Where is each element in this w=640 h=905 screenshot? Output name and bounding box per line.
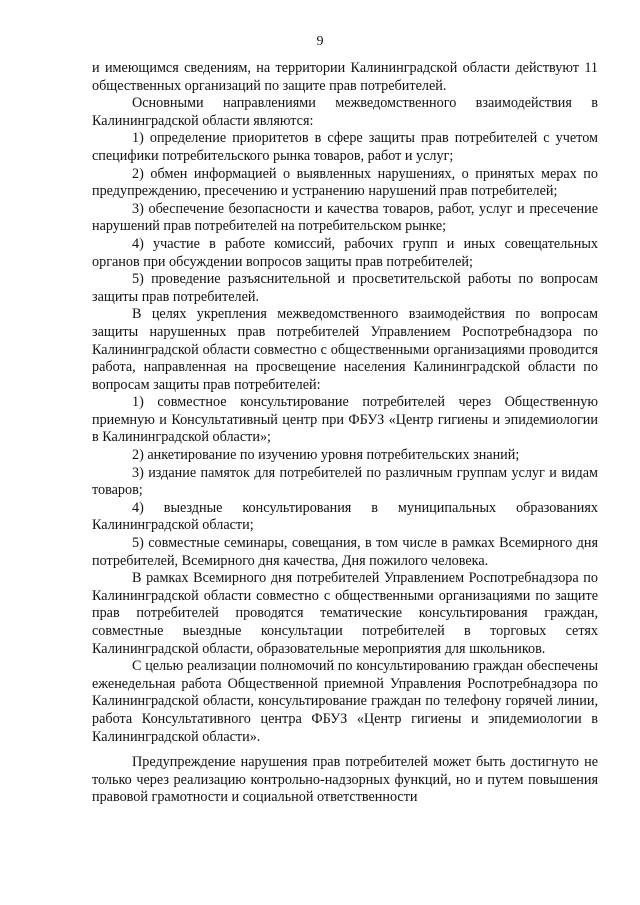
paragraph: Предупреждение нарушения прав потребителей может быть достигнуто не только через реализацию контрольно-надзорных функций, но и путем повышения правовой грамотности и социальной ответственности <box>92 754 598 806</box>
paragraph: и имеющимся сведениям, на территории Калининградской области действуют 11 общественных организаций по защите прав потребителей. <box>92 60 598 94</box>
paragraph: Основными направлениями межведомственного взаимодействия в Калининградской области являются: <box>92 95 598 129</box>
list-item: 1) определение приоритетов в сфере защиты прав потребителей с учетом специфики потребительского рынка товаров, работ и услуг; <box>92 130 598 164</box>
paragraph: С целью реализации полномочий по консультированию граждан обеспечены еженедельная работа Общественной приемной Управления Роспотребнадзора по Калининградской области, консультирование граждан по телефону горячей линии, работа Консультативного центра ФБУЗ «Центр гигиены и эпидемиологии в Калининградской области». <box>92 658 598 745</box>
paragraph: В целях укрепления межведомственного взаимодействия по вопросам защиты нарушенных прав потребителей Управлением Роспотребнадзора по Калининградской области совместно с общественными организациями проводится работа, направленная на просвещение населения Калининградской области по вопросам защиты прав потребителей: <box>92 306 598 393</box>
list-item: 3) издание памяток для потребителей по различным группам услуг и видам товаров; <box>92 464 598 499</box>
page-number: 9 <box>316 34 324 49</box>
list-item: 5) совместные семинары, совещания, в том числе в рамках Всемирного дня потребителей, Всемирного дня качества, Дня пожилого человека. <box>92 535 598 569</box>
list-item: 3) обеспечение безопасности и качества товаров, работ, услуг и пресечение нарушений прав потребителей на потребительском рынке; <box>92 200 598 235</box>
document-body <box>92 60 598 807</box>
list-item: 1) совместное консультирование потребителей через Общественную приемную и Консультативный центр при ФБУЗ «Центр гигиены и эпидемиологии в Калининградской области»; <box>92 394 598 446</box>
list-item: 5) проведение разъяснительной и просветительской работы по вопросам защиты прав потребителей. <box>92 271 598 305</box>
paragraph: В рамках Всемирного дня потребителей Управлением Роспотребнадзора по Калининградской области совместно с общественными организациями по защите прав потребителей проводятся тематические консультирования граждан, совместные выездные консультации потребителей в торговых сетях Калининградской области, образовательные мероприятия для школьников. <box>92 570 598 657</box>
list-item: 4) выездные консультирования в муниципальных образованиях Калининградской области; <box>92 499 598 534</box>
list-item: 4) участие в работе комиссий, рабочих групп и иных совещательных органов при обсуждении вопросов защиты прав потребителей; <box>92 235 598 270</box>
list-item: 2) анкетирование по изучению уровня потребительских знаний; <box>132 447 520 464</box>
list-item: 2) обмен информацией о выявленных нарушениях, о принятых мерах по предупреждению, пресечению и устранению нарушений прав потребителей; <box>92 165 598 200</box>
